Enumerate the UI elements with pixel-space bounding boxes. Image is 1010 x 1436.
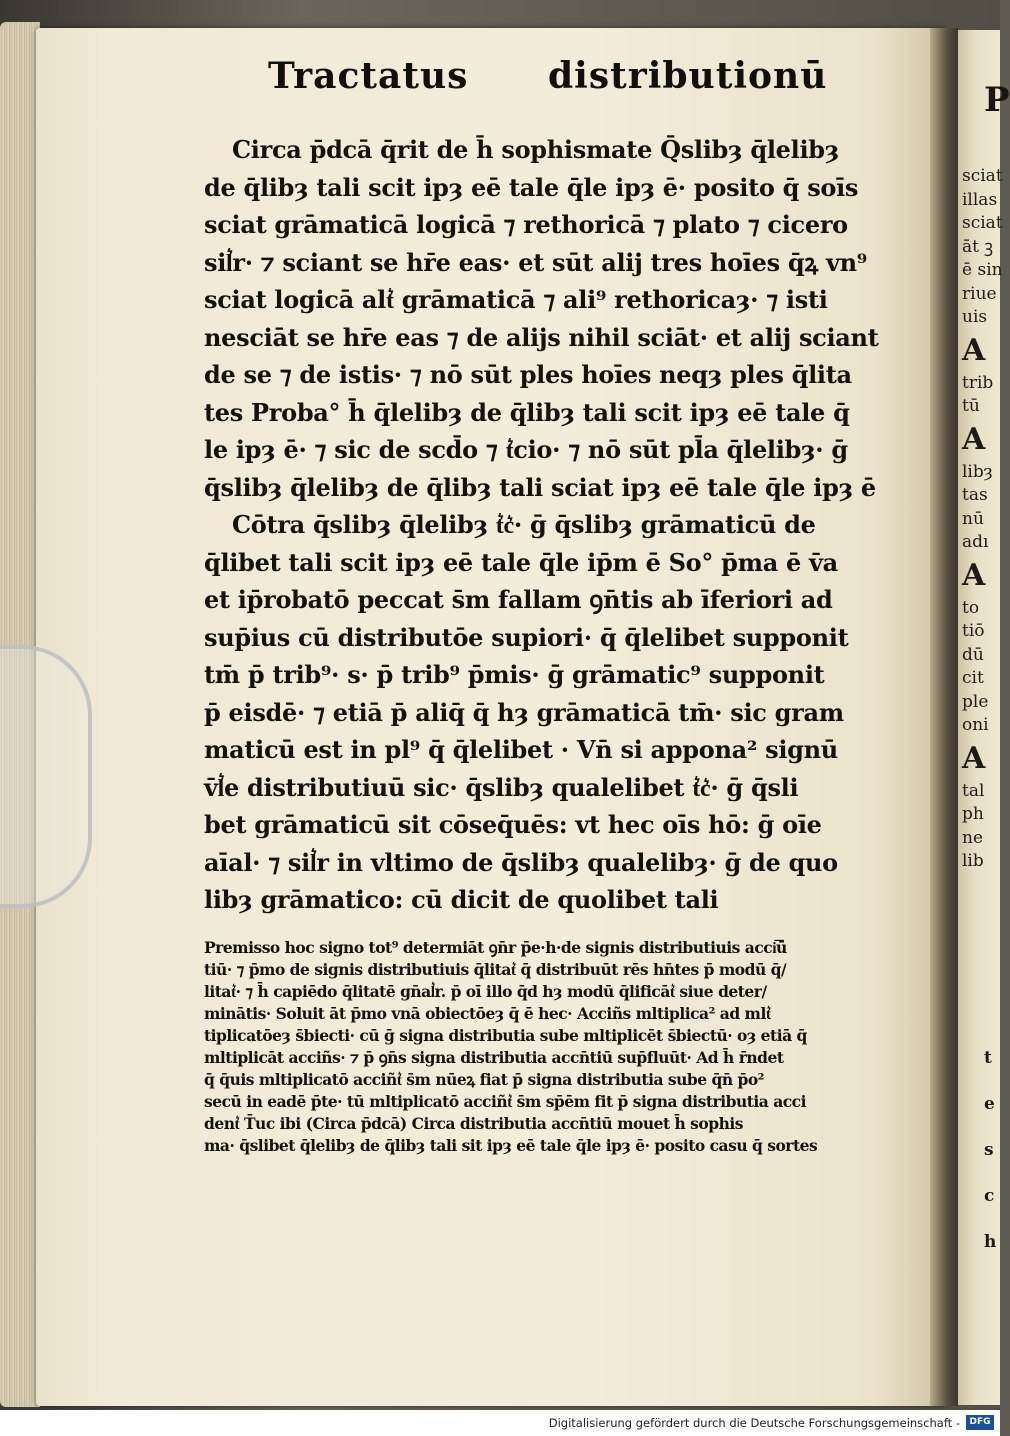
running-header [268,55,828,105]
facing-page-text [962,165,1003,874]
footer-bar [0,1410,1000,1436]
facing-line: lib [962,851,984,871]
facing-line: adı [962,532,989,552]
facing-line: sciat [962,213,1003,233]
text-line: tm̄ p̄ trib⁹· s· p̄ trib⁹ p̄mis· ḡ grāmatic⁹ supponit [204,660,825,689]
text-line: nesciāt se hr̄e eas ⁊ de alijs nihil sciāt· et alij sciant [204,322,879,352]
text-line: p̄ eisdē· ⁊ etiā p̄ aliq̄ q̄ hȝ grāmaticā tm̄· sic gram [204,697,844,727]
facing-line: cit [962,668,984,688]
commentary-block [204,937,824,1157]
text-line: q̄slibȝ q̄lelibȝ de q̄libȝ tali sciat ipȝ eē tale q̄le ipȝ ē [204,472,876,502]
facing-letter: h [984,1232,997,1252]
commentary-line: secū in eadē p̄te· tū mltiplicatō acciñt͛ s̄m sp̄ēm fit p̄ signa distributia acci [204,1092,807,1111]
text-line: Circa p̄dcā q̄rit de h̄ sophismate Q̄slibȝ q̄lelibȝ [232,135,840,164]
text-line: bet grāmaticū sit cōseq̄uēs: vt hec oīs hō: ḡ oīe [204,810,822,839]
facing-line: riue [962,283,997,304]
footer-credit: Digitalisierung gefördert durch die Deutsche Forschungsgemeinschaft - [548,1416,960,1430]
facing-line: ē sin [962,260,1003,280]
text-line: q̄libet tali scit ipȝ eē tale q̄le ip̄m ē So° p̄ma ē v̄a [204,547,838,577]
commentary-line: Premisso hoc signo tot⁹ determiāt ꝯn̄r p̄e·h·de signis distributiuis acci͞ū [204,938,787,957]
facing-line: trib [962,372,994,393]
text-line: maticū est in pl⁹ q̄ q̄lelibet · Vn̄ si appona² signū [204,735,838,764]
header-title-right: distributionū [548,55,828,97]
facing-line: ne [962,827,984,848]
text-line: libȝ grāmatico: cū dicit de quolibet tali [204,885,719,914]
text-line: le ipȝ ē· ⁊ sic de scd̄o ⁊ t͛cio· ⁊ nō sūt pl̄a q̄lelibȝ· ḡ [204,435,848,464]
text-line: sup̄ius cū distributōe supiori· q̄ q̄lelibet supponit [204,622,849,652]
facing-line: to [962,597,980,618]
facing-initial: A [962,557,986,593]
facing-line: āt ꝫ [962,236,994,257]
text-line: de q̄libȝ tali scit ipȝ eē tale q̄le ipȝ ē· posito q̄ soīs [204,172,859,202]
text-line: de se ⁊ de istis· ⁊ nō sūt ples hoīes neqȝ ples q̄lita [204,360,852,389]
header-title-left: Tractatus [268,55,469,97]
text-line: et ip̄robatō peccat s̄m fallam ꝯn̄tis ab īferiori ad [204,585,833,614]
facing-line: tas [962,485,988,505]
facing-letter: e [984,1094,995,1114]
facing-line: ple [962,691,989,712]
commentary-line: tiplicatōeȝ s̄biecti· cū ḡ signa distributia sube mltiplicēt s̄biectū· oȝ etiā q̄ [204,1026,807,1045]
facing-letter: t [984,1048,992,1068]
main-text-block [204,131,879,919]
text-line: sciat logicā alt͛ grāmaticā ⁊ ali⁹ rethoricaȝ· ⁊ isti [204,285,828,314]
text-line: tes Proba° h̄ q̄lelibȝ de q̄libȝ tali scit ipȝ eē tale q̄ [204,397,850,427]
facing-top-letter: P [984,80,1010,120]
page-gutter [930,28,958,1406]
page-clip [0,645,92,908]
facing-lower-text [984,1035,1000,1265]
commentary-line: q̄ q̄uis mltiplicatō acciñt͛ s̄m nūeꝝ fiat p̄ signa distributia sube q̄n̄ p̄o² [204,1070,764,1089]
facing-line: oni [962,715,989,735]
facing-initial: A [962,740,986,776]
facing-line: libȝ [962,461,993,482]
text-line: v̄l͛e distributiuū sic· q̄slibȝ qualelibet t͛c͛· ḡ q̄sli [204,772,799,802]
facing-line: dū [962,644,984,665]
commentary-line: minātis· Soluit āt p̄mo vnā obiectōeȝ q̄ ē hec· Acciñs mltiplica² ad mlt͛ [204,1004,771,1023]
text-line: Cōtra q̄slibȝ q̄lelibȝ t͛c͛· ḡ q̄slibȝ grāmaticū de [232,510,816,539]
facing-line: sciat [962,166,1003,186]
facing-letter: s [984,1140,994,1160]
text-line: sciat grāmaticā logicā ⁊ rethoricā ⁊ plato ⁊ cicero [204,210,848,239]
commentary-line: ma· q̄slibet q̄lelibȝ de q̄libȝ tali sit ipȝ eē tale q̄le ipȝ ē· posito casu q̄ sortes [204,1136,818,1155]
commentary-line: mltiplicāt acciñs· ⁊ p̄ ꝯn̄s signa distributia accn̄tiū sup̄fluūt· Ad h̄ r̄ndet [204,1048,784,1067]
facing-line: tiō [962,621,985,641]
text-line: sil͛r· ⁊ sciant se hr̄e eas· et sūt alij tres hoīes q̄ꝝ vn⁹ [204,247,867,277]
dfg-logo[interactable]: DFG [966,1415,994,1430]
facing-line: illas [962,189,998,210]
facing-letter: c [984,1186,995,1206]
facing-initial: A [962,421,986,457]
facing-line: tū [962,396,980,416]
commentary-line: tiū· ⁊ p̄mo de signis distributiuis q̄litat͛ q̄ distribuūt rēs hn̄tes p̄ modū q̄/ [204,960,787,979]
text-line: aīal· ⁊ sil͛r in vltimo de q̄slibȝ qualelibȝ· ḡ de quo [204,847,838,877]
facing-line: uis [962,307,988,327]
facing-line: tal [962,780,985,801]
commentary-line: litat͛· ⁊ h̄ capiēdo q̄litatē gn̄al͛r. p̄ oī illo q̄d hȝ modū q̄lificāt͛ siue deter/ [204,982,767,1001]
facing-line: nū [962,508,984,529]
facing-initial: A [962,332,986,368]
facing-line: ph [962,804,984,824]
commentary-line: dent͛ T̄uc ibi (Circa p̄dcā) Circa distributia accn̄tiū mouet h̄ sophis [204,1114,743,1133]
